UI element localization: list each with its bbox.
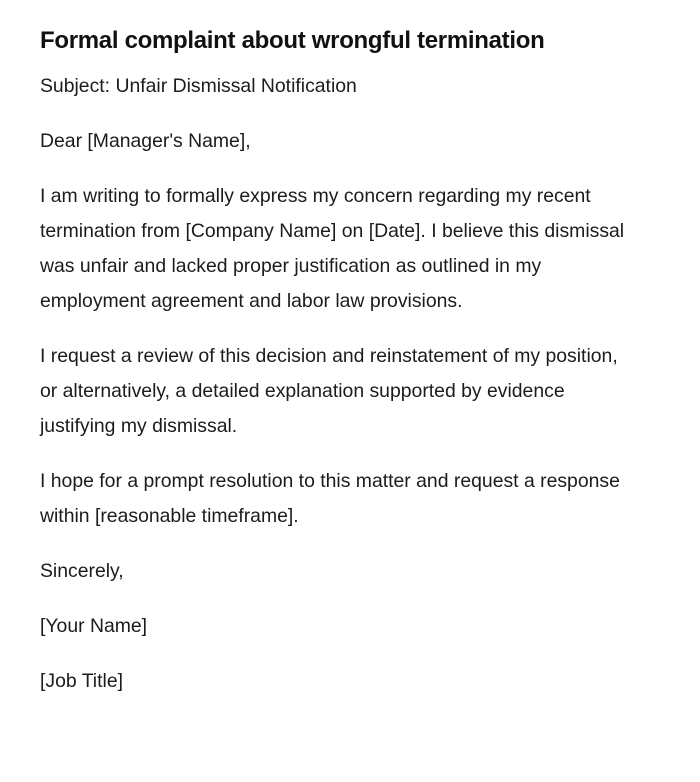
closing: Sincerely, bbox=[40, 560, 124, 582]
body-paragraph-1: I am writing to formally express my concern regarding my recent termination from [Company Name] on [Date]. I believe this dismissal was unfair and lacked proper justification as outlined in my employment agreement and labor law provisions. bbox=[40, 185, 625, 312]
signature-name: [Your Name] bbox=[40, 615, 148, 637]
page-title: Formal complaint about wrongful termination bbox=[40, 27, 545, 54]
subject-line: Subject: Unfair Dismissal Notification bbox=[40, 75, 357, 97]
signature-title: [Job Title] bbox=[40, 670, 123, 692]
body-paragraph-2: I request a review of this decision and reinstatement of my position, or alternatively, a detailed explanation supported by evidence justifying my dismissal. bbox=[40, 345, 618, 437]
greeting: Dear [Manager's Name], bbox=[40, 130, 251, 152]
body-paragraph-3: I hope for a prompt resolution to this matter and request a response within [reasonable timeframe]. bbox=[40, 470, 620, 527]
letter-document bbox=[40, 0, 640, 699]
